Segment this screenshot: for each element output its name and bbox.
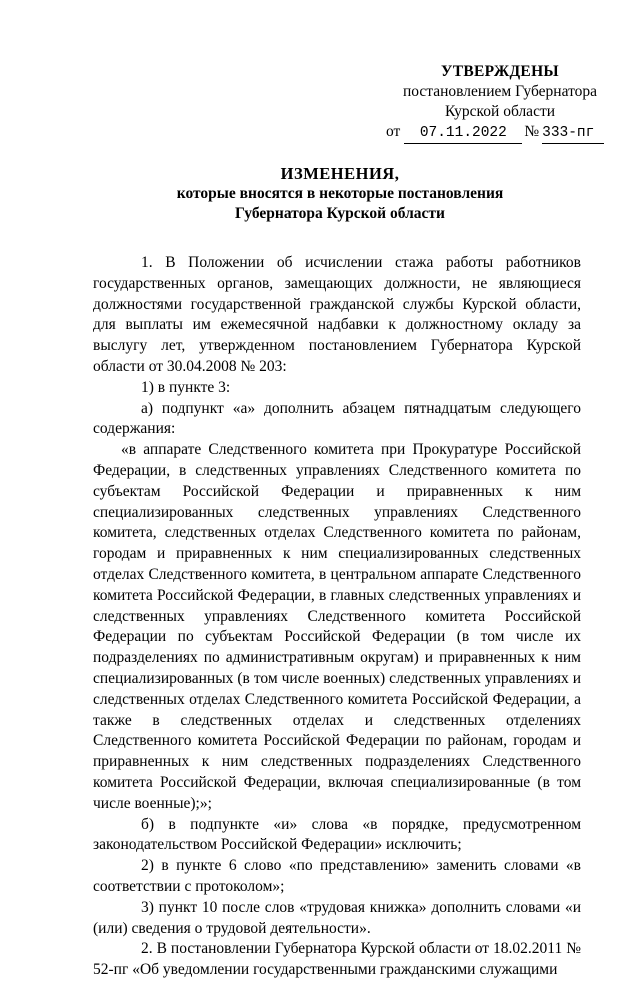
paragraph-1: 1. В Положении об исчислении стажа работы работников государственных органов, замещающих должности, не являющиеся должностями государственной гражданской службы Курской области, для выплаты им ежемесячной надбавки к должностному окладу за выслугу лет, утвержденном постановлением Губернатора Курской области от 30.04.2008 № 203:: [93, 254, 581, 375]
paragraph-3: а) подпункт «а» дополнить абзацем пятнадцатым следующего содержания:: [93, 399, 581, 438]
paragraph-6: 2) в пункте 6 слово «по представлению» заменить словами «в соответствии с протоколом»;: [93, 857, 581, 895]
approval-block: [380, 62, 620, 144]
paragraph-4: «в аппарате Следственного комитета при Прокуратуре Российской Федерации, в следственных управлениях Следственного комитета по субъектам Российской Федерации и приравненных к ним специализированных следственных управлениях Следственного комитета, следственных отделах Следственного комитета по районам, городам и приравненных к ним специализированных следственных отделах Следственного комитета, в центральном аппарате Следственного комитета Российской Федерации, в главных следственных управлениях и следственных управлениях Следственного комитета Российской Федерации по субъектам Российской Федерации (в том числе их подразделениях по административным округам) и приравненных к ним специализированных (в том числе военных) следственных управлениях и следственных отделах Следственного комитета Российской Федерации, а также в следственных отделах и следственных отделениях Следственного комитета Российской Федерации по районам, городам и приравненных к ним следственных подразделениях Следственного комитета Российской Федерации, включая специализированные (в том числе военные);»;: [93, 441, 581, 812]
approval-title: УТВЕРЖДЕНЫ: [441, 63, 559, 80]
approval-line-1: постановлением Губернатора: [402, 83, 598, 100]
heading-line-2: которые вносятся в некоторые постановления: [176, 185, 504, 202]
date-prefix: от: [386, 123, 401, 140]
heading-title: ИЗМЕНЕНИЯ,: [280, 164, 400, 183]
paragraph-7: 3) пункт 10 после слов «трудовая книжка» дополнить словами «и (или) сведения о трудовой деятельности».: [93, 898, 581, 937]
approval-date-line: [380, 122, 620, 144]
paragraph-2: 1) в пункте 3:: [141, 378, 231, 396]
approval-line-2: Курской области: [444, 103, 556, 120]
document-heading: [90, 164, 590, 224]
paragraph-5: б) в подпункте «и» слова «в порядке, предусмотренном законодательством Российской Федерации» исключить;: [93, 815, 581, 854]
heading-line-3: Губернатора Курской области: [235, 205, 445, 222]
paragraph-8: 2. В постановлении Губернатора Курской области от 18.02.2011 № 52-пг «Об уведомлении государственными гражданскими служащими: [93, 940, 581, 979]
approval-date: 07.11.2022: [404, 123, 522, 144]
document-body: [93, 253, 581, 981]
approval-number: 333-пг: [542, 123, 604, 144]
number-prefix: №: [524, 123, 540, 140]
